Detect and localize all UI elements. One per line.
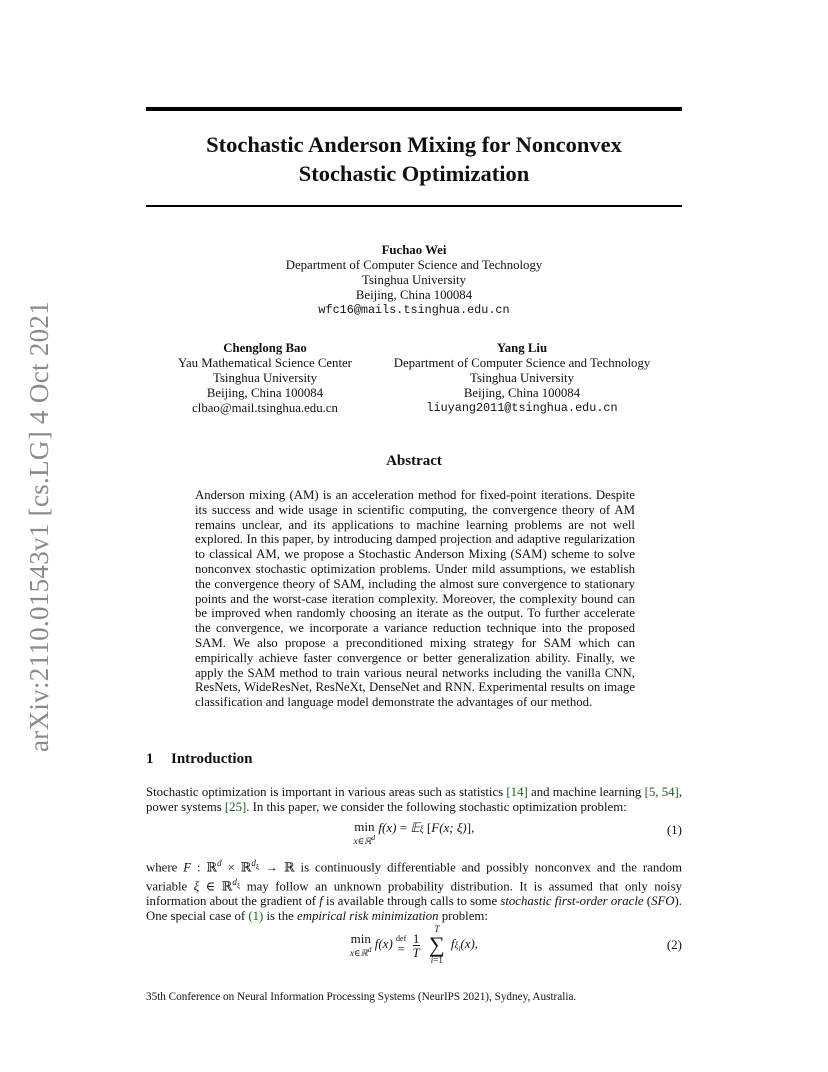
conference-footnote: 35th Conference on Neural Information Processing Systems (NeurIPS 2021), Sydney, Australia. [146, 991, 577, 1003]
section-heading [146, 751, 252, 768]
intro-paragraph-2: where F : ℝ$^d$ × ℝ$^{d_\xi}$ → ℝ is continuously differentiable and possibly nonconvex and the random variable ξ ∈ ℝ$^{d_\xi}$ may follow an unknown probability distribution. It is assumed that only noisy information about the gradient of f is available through calls to some stochastic first-order oracle (SFO). One special case of (1) is the empirical risk minimization problem: [146, 858, 682, 923]
author-city: Beijing, China 100084 [463, 386, 581, 400]
author-email[interactable]: wfc16@mails.tsinghua.edu.cn [318, 303, 510, 317]
author-name: Yang Liu [496, 341, 548, 355]
author-university: Tsinghua University [362, 273, 466, 287]
intro-paragraph-1: Stochastic optimization is important in various areas such as statistics [14] and machine learning [5, 54], power systems [25]. In this paper, we consider the following stochastic optimization problem: [146, 785, 683, 814]
author-block [214, 243, 614, 318]
author-name: Chenglong Bao [223, 341, 307, 355]
citation-link[interactable]: [5, 54] [644, 785, 679, 799]
title-bottom-rule [146, 205, 682, 207]
author-block [160, 341, 370, 416]
section-title: Introduction [171, 751, 253, 767]
equation-2 [146, 924, 682, 968]
author-name: Fuchao Wei [381, 243, 447, 257]
title-top-rule [146, 107, 682, 111]
arxiv-identifier: arXiv:2110.01543v1 [cs.LG] 4 Oct 2021 [24, 300, 54, 752]
author-affiliation: Department of Computer Science and Technology [285, 258, 543, 272]
equation-1-number: (1) [666, 822, 682, 837]
author-city: Beijing, China 100084 [355, 288, 473, 302]
author-university: Tsinghua University [470, 371, 574, 385]
citation-link[interactable]: [25] [224, 799, 247, 814]
equation-2-body: min x∈ℝ$^d$ f(x) def = $\frac{1}{T}$ T ∑ i=1 $f\xi_i(x)$, [349, 924, 479, 965]
author-university: Tsinghua University [213, 371, 317, 385]
citation-link[interactable]: [14] [506, 785, 528, 799]
abstract-heading: Abstract [386, 453, 442, 469]
author-affiliation: Yau Mathematical Science Center [178, 356, 352, 370]
author-city: Beijing, China 100084 [206, 386, 324, 400]
equation-1 [146, 820, 682, 850]
author-affiliation: Department of Computer Science and Technology [393, 356, 651, 370]
sfo-abbrev: SFO [651, 894, 675, 909]
equation-2-number: (2) [666, 937, 682, 952]
abstract-body: Anderson mixing (AM) is an acceleration method for fixed-point iterations. Despite its success and wide usage in scientific computing, the convergence theory of AM remains unclear, and its applications to machine learning problems are not well explored. In this paper, by introducing damped projection and adaptive regularization to classical AM, we propose a Stochastic Anderson Mixing (SAM) scheme to solve nonconvex stochastic optimization problems. Under mild assumptions, we establish the convergence theory of SAM, including the almost sure convergence to stationary points and the worst-case iteration complexity. Moreover, the complexity bound can be improved when randomly choosing an iterate as the output. To further accelerate the convergence, we incorporate a variance reduction technique into the proposed SAM. We also propose a preconditioned mixing strategy for SAM which can empirically achieve faster convergence or better generalization ability. Finally, we apply the SAM method to train various neural networks including the vanilla CNN, ResNets, WideResNet, ResNeXt, DenseNet and RNN. Experimental results on image classification and language model demonstrate the advantages of our method. [195, 488, 635, 710]
paper-title: Stochastic Anderson Mixing for Nonconvex Stochastic Optimization [206, 132, 622, 186]
equation-1-body: min x∈ℝ$^d$ f(x) = 𝔼ξ [F(x; ξ)], [353, 819, 475, 846]
author-block [376, 341, 668, 416]
section-number: 1 [146, 751, 154, 767]
author-email[interactable]: liuyang2011@tsinghua.edu.cn [426, 401, 618, 415]
author-email[interactable]: clbao@mail.tsinghua.edu.cn [192, 401, 338, 415]
equation-reference-link[interactable]: (1) [248, 908, 264, 923]
